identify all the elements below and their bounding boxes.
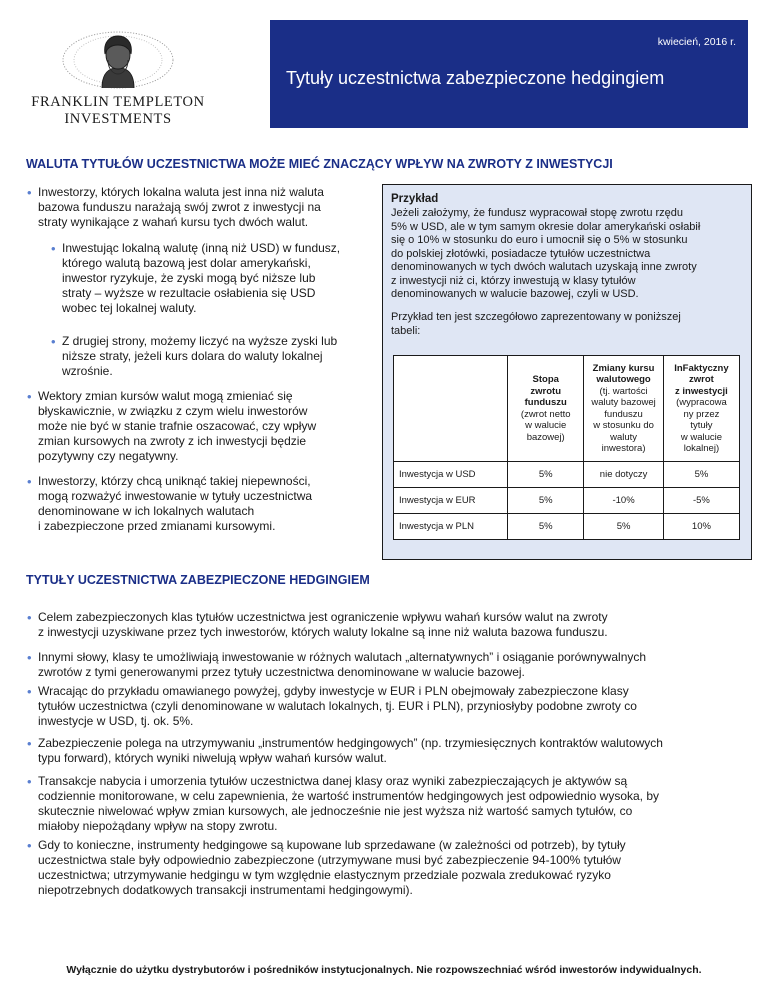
header-line: waluty: [610, 431, 638, 443]
bullet-line: i zabezpieczone przed zmianami kursowymi.: [38, 519, 276, 533]
example-paragraph: [391, 207, 743, 302]
table-cell: 5%: [584, 514, 664, 540]
table-header-row: [394, 356, 740, 462]
header-line: zwrot: [689, 374, 714, 385]
bullet-line: zwrotów z tymi generowanymi przez tytuły uczestnictwa denominowane w walucie bazowej.: [38, 665, 525, 679]
table-header-cell: [663, 356, 739, 462]
bullet-line: skutecznie niwelować wpływ zmian kursowych, ale jednocześnie nie jest wyższa niż wartość samych tytułów, co: [38, 804, 633, 818]
table-cell: Inwestycja w USD: [394, 462, 508, 488]
bullet-line: niższe straty, jeżeli kurs dolara do waluty lokalnej: [62, 349, 323, 363]
table-cell: 5%: [508, 488, 584, 514]
header-line: ny przez: [683, 408, 720, 420]
bullet-line: • Inwestując lokalną walutę (inną niż USD) w fundusz,: [62, 241, 341, 255]
table-cell: -10%: [584, 488, 664, 514]
bullet-line: inwestycje w USD, tj. ok. 5%.: [38, 714, 194, 728]
logo-line-1: FRANKLIN TEMPLETON: [31, 94, 205, 110]
table-cell: 5%: [663, 462, 739, 488]
bullet-line: uczestnictwa stale były odpowiednio zabezpieczone (utrzymywane musi być zabezpieczenie 94-100% tytułów: [38, 853, 621, 867]
bullet-line: straty – wyższe w rezultacie osłabienia się USD: [62, 286, 316, 300]
header-line: w walucie: [680, 431, 723, 443]
header-line: tytuły: [690, 420, 713, 431]
bullet-line: wzrośnie.: [62, 364, 113, 378]
bullet-line: • Z drugiej strony, możemy liczyć na wyższe zyski lub: [62, 334, 338, 348]
bullet-line: pozytywny czy negatywny.: [38, 449, 179, 463]
bullet-line: zmian kursowych na zwroty z ich inwestycji będzie: [38, 434, 307, 448]
bullet-item: [38, 610, 608, 640]
example-title: Przykład: [391, 193, 439, 205]
bullet-line: • Zabezpieczenie polega na utrzymywaniu „instrumentów hedgingowych” (np. trzymiesięcznych kontraktów walutowych: [38, 736, 663, 750]
section-heading-hedged: TYTUŁY UCZESTNICTWA ZABEZPIECZONE HEDGINGIEM: [26, 573, 370, 587]
table-row: [394, 462, 740, 488]
bullet-item: [38, 736, 663, 766]
header-line: walutowego: [596, 374, 651, 385]
header-line: inwestora): [601, 443, 646, 454]
table-header-cell: [584, 356, 664, 462]
footer-disclaimer: Wyłącznie do użytku dystrybutorów i pośredników instytucjonalnych. Nie rozpowszechniać wśród inwestorów indywidualnych.: [66, 964, 702, 976]
currency-example-table: [393, 355, 740, 540]
bullet-item: [38, 838, 626, 898]
paragraph-line: denominowanych w walucie bazowej, czyli w USD.: [391, 288, 639, 300]
publication-date: kwiecień, 2016 r.: [657, 36, 736, 48]
bullet-line: może nie być w stanie trafnie oszacować, czy wpływ: [38, 419, 317, 433]
header-banner: [270, 20, 748, 128]
header-line: z inwestycji: [675, 385, 728, 397]
bullet-line: • Wektory zmian kursów walut mogą zmieniać się: [38, 389, 293, 403]
paragraph-line: denominowanych w tych dwóch walutach uzyskają inne zwroty: [391, 261, 697, 273]
header-line: funduszu: [524, 397, 567, 408]
header-line: bazowej): [526, 431, 565, 443]
example-box: [382, 184, 752, 560]
bullet-line: z inwestycji uzyskiwane przez tych inwestorów, których waluty lokalne są inne niż waluta bazowa funduszu.: [38, 625, 608, 639]
paragraph-line: się o 10% w stosunku do euro i umocnił się o 5% w stosunku: [391, 234, 688, 246]
paragraph-line: tabeli:: [391, 324, 421, 337]
bullet-item: [38, 474, 312, 534]
table-cell: 5%: [508, 514, 584, 540]
logo-line-2: INVESTMENTS: [64, 111, 172, 127]
header-line: InFaktyczny: [674, 362, 729, 374]
document-title: Tytuły uczestnictwa zabezpieczone hedgingiem: [286, 68, 665, 88]
header-line: (zwrot netto: [520, 408, 571, 420]
bullet-line: wobec tej lokalnej waluty.: [62, 301, 197, 315]
franklin-portrait-icon: [58, 30, 178, 92]
paragraph-line: do polskiej złotówki, posiadacze tytułów uczestnictwa: [391, 247, 651, 260]
bullet-line: • Inwestorzy, których lokalna waluta jest inna niż waluta: [38, 185, 324, 199]
bullet-line: niepotrzebnych dodatkowych transakcji instrumentami hedgingowymi).: [38, 883, 413, 897]
header-line: w walucie: [525, 420, 567, 431]
franklin-templeton-logo: [18, 30, 218, 128]
bullet-line: codziennie monitorowane, w celu zapewnienia, że wartość instrumentów hedgingowych jest odpowiednio wysoka, by: [38, 789, 660, 803]
header-line: (wypracowa: [676, 397, 727, 408]
header-line: w stosunku do: [593, 420, 654, 431]
bullet-line: • Innymi słowy, klasy te umożliwiają inwestowanie w różnych walutach „alternatywnych” i osiąganie porównywalnych: [38, 650, 647, 664]
bullet-line: denominowane w ich lokalnych walutach: [38, 504, 255, 518]
table-cell: Inwestycja w EUR: [394, 488, 508, 514]
paragraph-line: Jeżeli założymy, że fundusz wypracował stopę zwrotu rzędu: [391, 207, 684, 219]
paragraph-line: z inwestycji niż ci, którzy inwestują w klasy tytułów: [391, 274, 636, 287]
table-header-cell: [394, 356, 508, 462]
bullet-line: • Wracając do przykładu omawianego powyżej, gdyby inwestycje w EUR i PLN obejmowały zabezpieczone klasy: [38, 684, 629, 698]
header-line: lokalnej): [683, 443, 720, 454]
bullet-item: [62, 334, 337, 379]
paragraph-line: Przykład ten jest szczegółowo zaprezentowany w poniższej: [391, 311, 681, 323]
section-heading-currency: WALUTA TYTUŁÓW UCZESTNICTWA MOŻE MIEĆ ZNACZĄCY WPŁYW NA ZWROTY Z INWESTYCJI: [26, 157, 613, 171]
table-header-cell: [508, 356, 584, 462]
table-cell: -5%: [663, 488, 739, 514]
bullet-line: miałoby niepożądany wpływ na stopy zwrotu.: [38, 819, 278, 833]
header-line: (tj. wartości: [599, 385, 648, 397]
bullet-item: [38, 774, 659, 834]
header-line: waluty bazowej: [591, 397, 656, 408]
bullet-line: którego walutą bazową jest dolar amerykański,: [62, 256, 311, 270]
bullet-line: • Celem zabezpieczonych klas tytułów uczestnictwa jest ograniczenie wpływu wahań kursów walut na zwroty: [38, 610, 608, 624]
bullet-line: uczestnictwa; utrzymywanie hedgingu w tym względnie elastycznym przedziale pozwala zredukować ryzyko: [38, 868, 611, 882]
bullet-item: [38, 185, 324, 230]
bullet-line: • Inwestorzy, którzy chcą uniknąć takiej niepewności,: [38, 474, 311, 488]
example-paragraph: [391, 311, 743, 338]
header-line: funduszu: [604, 408, 643, 420]
table-cell: Inwestycja w PLN: [394, 514, 508, 540]
header-line: zwrotu: [530, 385, 562, 397]
table-row: [394, 488, 740, 514]
header-line: Zmiany kursu: [592, 362, 655, 374]
bullet-line: inwestor ryzykuje, że zyski mogą być niższe lub: [62, 271, 316, 285]
bullet-item: [38, 684, 637, 729]
bullet-line: bazowa funduszu narażają swój zwrot z inwestycji na: [38, 200, 321, 214]
bullet-line: straty wynikające z wahań kursu tych dwóch walut.: [38, 215, 309, 229]
bullet-line: typu forward), których wyniki niwelują wpływ wahań kursów walut.: [38, 751, 387, 765]
paragraph-line: 5% w USD, ale w tym samym okresie dolar amerykański osłabił: [391, 220, 701, 233]
bullet-item: [38, 389, 316, 464]
bullet-item: [62, 241, 340, 316]
table-cell: 5%: [508, 462, 584, 488]
table-row: [394, 514, 740, 540]
bullet-line: tytułów uczestnictwa (czyli denominowane w walutach lokalnych, tj. EUR i PLN), przyniosłyby podobne zwroty co: [38, 699, 637, 713]
bullet-line: mogą rozważyć inwestowanie w tytuły uczestnictwa: [38, 489, 313, 503]
bullet-line: • Transakcje nabycia i umorzenia tytułów uczestnictwa danej klasy oraz wyniki zabezpieczających je aktywów są: [38, 774, 628, 788]
table-cell: nie dotyczy: [584, 462, 664, 488]
bullet-line: błyskawicznie, w związku z czym wielu inwestorów: [38, 404, 308, 418]
table-cell: 10%: [663, 514, 739, 540]
bullet-item: [38, 650, 646, 680]
bullet-line: • Gdy to konieczne, instrumenty hedgingowe są kupowane lub sprzedawane (w zależności od potrzeb), by tytuły: [38, 838, 626, 852]
header-line: Stopa: [532, 374, 559, 385]
